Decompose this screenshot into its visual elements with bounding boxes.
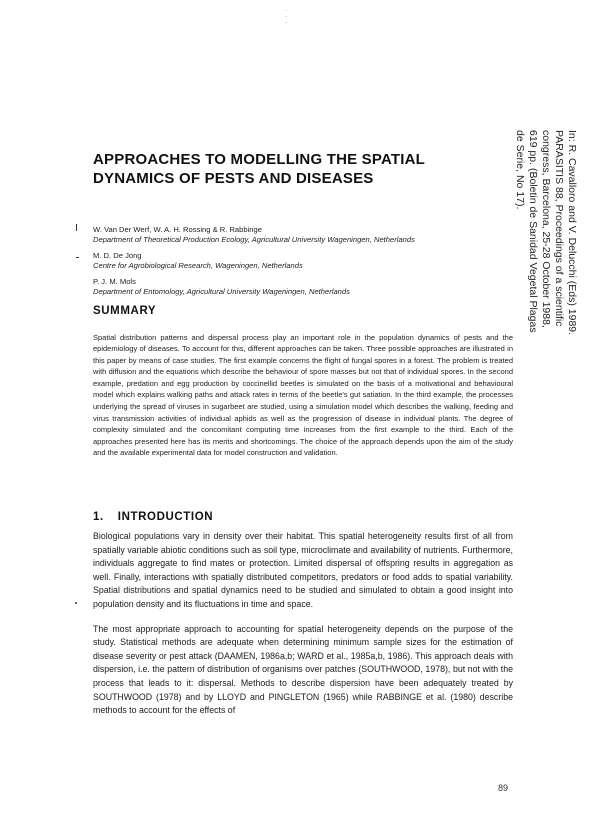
summary-paragraph: Spatial distribution patterns and dispersal process play an important role in the population dynamics of pests and the epidemiology of diseases. To account for this, different approaches can be taken. Three possible approaches are illustrated in this paper by means of case studies. The first example concerns the flight of fungal spores in a forest. The problem is treated with diffusion and the equations which describe the behaviour of spore masses but not that of individual spores. In the second example, predation and egg production by coccinellid beetles is simulated on the basis of a motivational and behavioural model which explains walking paths and attack rates in terms of the beetle's gut satiation. In the third example, the processes underlying the spread of viruses in sugarbeet are studied, using a simulation model which describes the walking, feeding and virus transmission activities of individual aphids as well as the progression of disease in individual plants. The degree of complexity simulated and the concomitant computing time increases from the first example to the third. Each of the approaches presented here has its merits and shortcomings. The choice of the approach depends upon the aim of the study and the available experimental data for model construction and validation. — [93, 332, 513, 458]
introduction-body — [93, 530, 513, 729]
section-number: 1. — [93, 510, 104, 523]
author-block — [93, 251, 443, 271]
scan-speck: · · · — [285, 8, 287, 26]
introduction-heading — [93, 511, 213, 523]
author-affiliation: Centre for Agrobiological Research, Wageningen, Netherlands — [93, 261, 303, 270]
margin-mark — [76, 257, 79, 258]
author-names: M. D. De Jong — [93, 251, 142, 260]
page-number: 89 — [498, 783, 509, 793]
citation-line: 619 pp. (Boletin de Sanidad Vegetal Plagas — [527, 130, 539, 333]
body-paragraph: The most appropriate approach to accounting for spatial heterogeneity depends on the purpose of the study. Statistical methods are adequate when determining minimum sample sizes for the estimation of disease severity or pest attack (DAAMEN, 1986a,b; WARD et al., 1985a,b, 1986). This approach deals with dispersion, i.e. the pattern of distribution of organisms over patches (SOUTHWOOD, 1978), but not with the process that leads to it: dispersal. Methods to describe dispersion have been adequately treated by SOUTHWOOD (1978) and by LLOYD and PINGLETON (1965) while RABBINGE et al. (1980) describe methods to account for the effects of — [93, 623, 513, 716]
citation-sidebar — [448, 130, 578, 335]
author-affiliation: Department of Entomology, Agricultural University Wageningen, Netherlands — [93, 287, 350, 296]
paper-title — [93, 150, 433, 188]
author-affiliation: Department of Theoretical Production Ecology, Agricultural University Wageningen, Netherlands — [93, 235, 415, 244]
title-line: APPROACHES TO MODELLING THE SPATIAL — [93, 151, 426, 169]
title-line: DYNAMICS OF PESTS AND DISEASES — [93, 170, 374, 188]
margin-mark — [76, 224, 77, 231]
section-title: INTRODUCTION — [117, 510, 214, 523]
citation-line: de Serie, No 17). — [514, 130, 526, 210]
citation-line: PARASITIS 88, Proceedings of a scientific — [553, 130, 565, 327]
citation-line: congress, Barcelona, 25-28 October 1988, — [540, 130, 552, 328]
author-block — [93, 277, 443, 297]
author-list — [93, 225, 443, 303]
margin-mark — [75, 602, 77, 604]
summary-heading: SUMMARY — [93, 304, 157, 317]
author-names: P. J. M. Mols — [93, 277, 136, 286]
author-block — [93, 225, 443, 245]
body-paragraph: Biological populations vary in density over their habitat. This spatial heterogeneity results first of all from spatially variable abiotic conditions such as soil type, microclimate and availability of nutrients. Furthermore, individuals aggregate to find mates or protection. Limited dispersal of offspring results in aggregation as well. Finally, interactions with spatially distributed competitors, predators or food adds to spatial variability. Spatial distributions and spatial dynamics need to be studied and simulated to obtain a good insight into population density and its fluctuations in time and space. — [93, 531, 513, 609]
citation-line: In: R. Cavalloro and V. Delucchi (Eds) 1989. — [566, 130, 578, 336]
author-names: W. Van Der Werf, W. A. H. Rossing & R. Rabbinge — [93, 225, 262, 234]
